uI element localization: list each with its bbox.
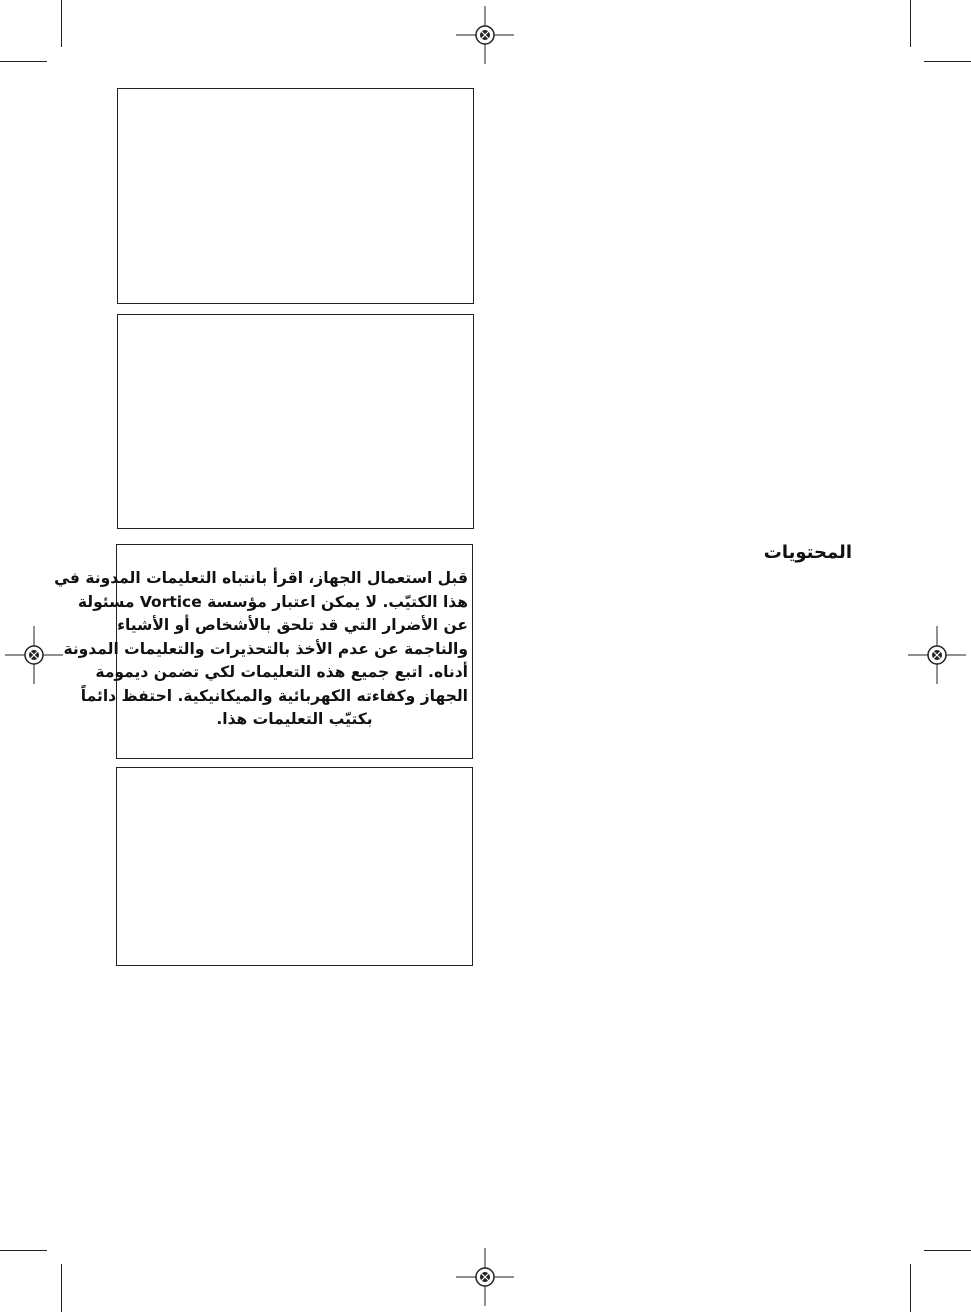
crop-mark-bottom-right-v <box>910 1264 911 1312</box>
warning-line: بكتيّب التعليمات هذا. <box>216 710 373 728</box>
warning-line: الجهاز وكفاءته الكهربائية والميكانيكية. احتفظ دائماً <box>80 686 468 705</box>
crop-mark-top-left-h <box>0 61 47 62</box>
warning-line: هذا الكتيّب. لا يمكن اعتبار مؤسسة Vortice مسئولة <box>77 592 468 611</box>
warning-line: قبل استعمال الجهاز، اقرأ بانتباه التعليمات المدونة في <box>54 569 468 587</box>
registration-mark-left-icon <box>5 626 63 684</box>
warning-text-box <box>54 544 473 759</box>
crop-mark-top-left-v <box>61 0 62 47</box>
crop-mark-bottom-right-h <box>924 1250 971 1251</box>
crop-mark-bottom-left-h <box>0 1250 47 1251</box>
registration-mark-right-icon <box>908 626 966 684</box>
crop-mark-bottom-left-v <box>61 1264 62 1312</box>
warning-line: عن الأضرار التي قد تلحق بالأشخاص أو الأشياء <box>117 616 468 634</box>
empty-text-box-2 <box>117 314 474 529</box>
contents-heading: المحتويات <box>763 542 852 563</box>
registration-mark-top-icon <box>456 6 514 64</box>
crop-mark-top-right-v <box>910 0 911 47</box>
crop-mark-top-right-h <box>924 61 971 62</box>
warning-paragraph <box>54 545 472 732</box>
empty-text-box-4 <box>116 767 473 966</box>
registration-mark-bottom-icon <box>456 1248 514 1306</box>
warning-line: أدناه. اتبع جميع هذه التعليمات لكي تضمن ديمومة <box>95 663 468 681</box>
empty-text-box-1 <box>117 88 474 304</box>
warning-line: والناجمة عن عدم الأخذ بالتحذيرات والتعليمات المدونة <box>63 639 468 658</box>
